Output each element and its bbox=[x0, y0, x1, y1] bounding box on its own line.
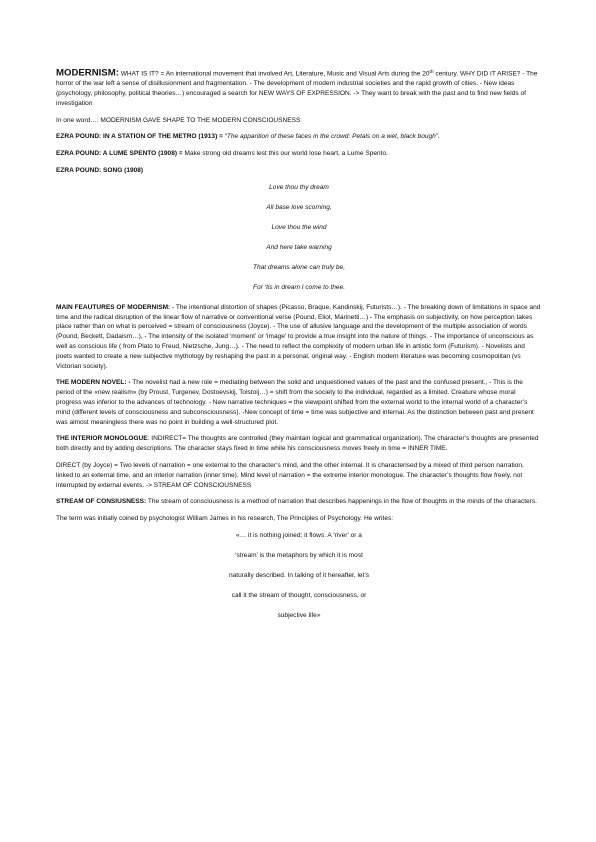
one-word-paragraph: In one word…: MODERNISM GAVE SHAPE TO THE MODERN CONSCIOUSNESS bbox=[56, 116, 301, 124]
poem-line: All base love scorning, bbox=[266, 203, 332, 211]
stream-label: STREAM OF CONSIUSNESS: bbox=[56, 498, 147, 506]
stream-paragraph bbox=[56, 497, 542, 507]
poem-line: That dreams alone can truly be, bbox=[252, 263, 346, 271]
features-text: - The intentional distortion of shapes (Picasso, Braque, Kandinskij, Futurists…). - The breaking down of limitations in space and time and the radical disruption of the linear flow of narrative or conventional verse (Pound, Eliot, Marinetti…) - The emphasis on subjectivity, on how perception takes place rather than on what is perceived = stream of consciousness (Joyce). - The use of allusive language and the development of the multiple association of words (Pound, Beckett, Dadaism…), - The intensity of the isolated ‘moment’ or ‘image’ to provide a true insight into the nature of things. - The importance of unconscious as well as conscious life ( from Plato to Freud, Nietzsche, Jung…). - The need to reflect the complexity of modern urban life in artistic form (Futurism). - Novelists and poets wanted to create a new subjective mythology by reshaping the past in a personal, original way. - English modern literature was becoming cosmopolitan (vs Victorian society). bbox=[56, 303, 541, 370]
monologue-text: : INDIRECT= The thoughts are controlled (they maintain logical and grammatical organization). The character’s thoughts are presented both directly and by adding descriptions. The character stays fixed in time while his consciousness moves freely in time = INNER TIME. bbox=[56, 435, 539, 453]
poem-line: Love thou thy dream bbox=[269, 183, 329, 191]
james-paragraph: The term was initially coined by psychologist William James in his research, The Principles of Psychology. He writes: bbox=[56, 515, 394, 523]
metro-quote: “The apparition of these faces in the crowd: Petals on a wet, black bough”. bbox=[224, 133, 440, 141]
lume-label: EZRA POUND: A LUME SPENTO (1908) = bbox=[56, 150, 185, 158]
novel-label: THE MODERN NOVEL: - bbox=[56, 379, 131, 387]
modernism-title: MODERNISM: bbox=[56, 67, 119, 79]
quote-line: call it the stream of thought, consciousness, or bbox=[231, 591, 367, 599]
features-paragraph bbox=[56, 303, 542, 372]
quote-line: subjective life» bbox=[277, 611, 321, 619]
poem-line: Love thou the wind bbox=[271, 223, 327, 231]
novel-text: The novelist had a new role = mediating between the solid and unquestioned values of the past and the confused present., - This is the period of the «new realism» (by Proust, Turgenev, Dostoevskij, Tolstoij…) = shift from the society to the individual, regarded as a limited. Creature whose moral progress was inferior to the advances of technology. - New narrative techniques = the viewpoint shifted from the external world to the internal world of a character’s mind (different levels of consciousness and subconsciousness). -New concept of time = time was subjective and internal. As the distinction between past and present was almost meaningless there was no point in building a well-structured plot. bbox=[56, 379, 534, 426]
monologue-label: THE INTERIOR MONOLOGUE bbox=[56, 435, 148, 443]
metro-label: EZRA POUND: IN A STATION OF THE METRO (1913) = bbox=[56, 133, 225, 141]
monologue-paragraph bbox=[56, 434, 542, 454]
lume-paragraph bbox=[56, 149, 542, 159]
novel-paragraph bbox=[56, 378, 542, 427]
quote-line: naturally described. In talking of it hereafter, let’s bbox=[229, 571, 369, 579]
quote-line: «… it is nothing joined; it flows. A ‘river’ or a bbox=[236, 531, 362, 539]
metro-paragraph bbox=[56, 132, 542, 142]
song-poem bbox=[56, 183, 542, 293]
quote-line: ‘stream’ is the metaphors by which it is most bbox=[235, 551, 363, 559]
song-label: EZRA POUND: SONG (1908) bbox=[56, 167, 144, 175]
superscript-th: th bbox=[429, 70, 434, 75]
james-quote bbox=[56, 531, 542, 621]
stream-text: The stream of consciousness is a method of narration that describes happenings in the flow of thoughts in the minds of the characters. bbox=[146, 498, 537, 506]
features-label: MAIN FEAUTURES OF MODERNISM: bbox=[56, 303, 171, 311]
modernism-paragraph bbox=[56, 68, 542, 109]
poem-line: For ‘tis in dream I come to thee. bbox=[252, 283, 346, 291]
lume-text: Make strong old dreams lest this our world lose heart, a Lume Spento. bbox=[184, 150, 388, 158]
modernism-text-b: century. WHY DID IT ARISE? - The horror of the war left a sense of disillusionment and fragmentation. - The development of modern industrial societies and the rapid growth of cities. - New ideas (psychology, philosophy, political theories…) encouraged a search for NEW WAYS OF EXPRESSION. -> They want to break with the past and to find new fields of investigation bbox=[56, 70, 538, 107]
document-page bbox=[56, 68, 542, 631]
direct-paragraph: DIRECT (by Joyce) = Two levels of narration = one external to the character’s mind, and the other internal. It is characterised by a mixed of third person narration, linked to an external time, and an interior narration (inner time). Mind level of narration = the extreme interior monologue. The character’s thoughts flow freely, not interrupted by external events. -> STREAM OF CONSCIOUSNESS bbox=[56, 461, 524, 489]
poem-line: And here take warning bbox=[266, 243, 332, 251]
modernism-text-a: WHAT IS IT? = An international movement that involved Art, Literature, Music and Visual Arts during the 20 bbox=[118, 70, 430, 78]
